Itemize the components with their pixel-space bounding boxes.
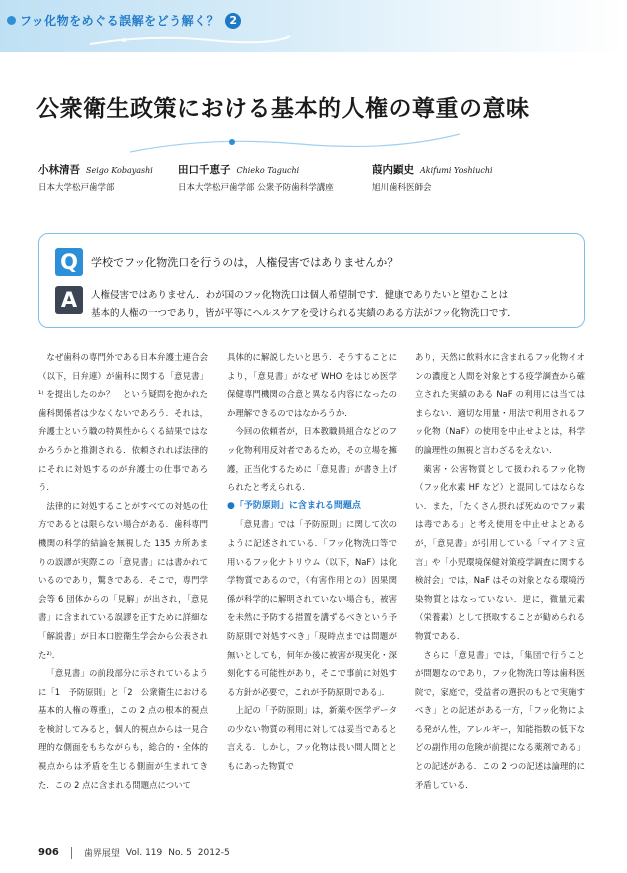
footer-divider [71, 847, 72, 859]
section-heading: ●「予防原則」に含まれる問題点 [227, 500, 361, 511]
author-name: 田口千恵子 [178, 164, 231, 176]
article-title: 公衆衛生政策における基本的人権の尊重の意味 [36, 96, 530, 122]
bullet-icon [7, 16, 16, 25]
paragraph: なぜ歯科の専門外である日本弁護士連合会（以下，日弁連）が歯科に関する「意見書」¹⁾ を提出したのか？ という疑問を抱かれた歯科関係者は少なくないであろう．それは，弁護士という職の特異性からくる結果ではなかろうかと推測される．依頼されれば法律的にそれに対処するのが弁護士の仕事であろう． [38, 352, 208, 493]
author-romaji: Chieko Taguchi [236, 166, 300, 175]
answer-line-1: 人権侵害ではありません．わが国のフッ化物洗口は個人希望制です．健康でありたいと望むことは [91, 290, 509, 301]
author-affiliation: 旭川歯科医師会 [372, 183, 432, 193]
series-header [0, 0, 627, 52]
paragraph: 法律的に対処することがすべての対処の仕方であるとは限らない場合がある．歯科専門機関の科学的結論を無視した 135 カ所あまりの誤謬が実際この「意見書」には書かれているのであり，驚きである．そこで，専門学会等 6 団体からの「見解」が出され，「意見書」に含まれている誤謬を正すために詳細な「解説書」が日本口腔衛生学会から公表された²⁾． [38, 500, 208, 660]
page-number: 906 [38, 847, 59, 858]
paragraph: 「意見書」の前段部分に示されているように「1 予防原則」と「2 公衆衛生における基本的人権の尊重」，この 2 点の根本的視点を検討してみると，個人的視点からは一見合理的な側面をもちながらも，総合的・全体的視点からは矛盾を生じる側面が生まれてきた．この 2 点に含まれる問題点について [38, 668, 208, 790]
journal-name: 歯界展望 [83, 849, 120, 859]
title-swoosh-decoration [130, 132, 460, 158]
paragraph: あり，天然に飲料水に含まれるフッ化物イオンの濃度と人間を対象とする疫学調査から確立された実績のある NaF の利用には当てはまらない．適切な用量・用法で利用されるフッ化物（NaF）の使用を中止せよとは，科学的論理性の無視と言わざるをえない． [415, 352, 585, 455]
series-label [7, 12, 241, 29]
author-romaji: Akifumi Yoshiuchi [420, 166, 493, 175]
paragraph: 「意見書」では「予防原則」に関して次のように記述されている．「フッ化物洗口等で用いるフッ化ナトリウム（以下，NaF）は化学物質であるので，（有害作用との）因果関係が科学的に解明されていない場合も，被害を未然に予防する措置を講ずるべきという予防原則で対処すべき」「現時点までは問題が無いとしても，何年か後に被害が現実化・深刻化する可能性があり，そこで事前に対処する方針が必要で，これが予防原則である」． [227, 519, 397, 697]
paragraph: 具体的に解説したいと思う．そうすることにより，「意見書」がなぜ WHO をはじめ医学保健専門機関の合意と異なる内容になったのか理解できるのではなかろうか． [227, 352, 397, 418]
body-column-3 [415, 348, 585, 794]
body-column-2 [227, 348, 397, 776]
body-column-1 [38, 348, 208, 794]
page-footer [38, 846, 236, 859]
journal-issue: No. 5 [168, 847, 192, 858]
swoosh-decoration [90, 30, 290, 50]
paragraph: さらに「意見書」では，「集団で行うことが問題なのであり，フッ化物洗口等は歯科医院で，家庭で，受益者の選択のもとで実施すべき」との記述がある一方，「フッ化物による発がん性，アレルギー，知能指数の低下などの副作用の危険が前提になる薬剤である」との記述がある．この 2 つの記述は論理的に矛盾している． [415, 649, 585, 790]
paragraph: 薬害・公害物質として扱われるフッ化物（フッ化水素 HF など）と混同してはならない．また，「たくさん摂れば死ぬのでフッ素は毒である」と考え使用を中止せよとあるが，「意見書」が引用している「マイアミ宣言」や「小児環境保健対策疫学調査に関する検討会」では，NaF はその対象となる環境汚染物質とはなっていない．逆に，微量元素（栄養素）として摂取することが勧められる物質である． [415, 463, 585, 641]
answer-line-2: 基本的人権の一つであり，皆が平等にヘルスケアを受けられる実績のある方法がフッ化物洗口です． [91, 308, 517, 319]
paragraph: 今回の依頼者が，日本教職員組合などのフッ化物利用反対者であるため，その立場を擁護，正当化するために「意見書」が書き上げられたと考えられる． [227, 426, 397, 493]
author-2 [178, 162, 334, 193]
series-number-badge: 2 [225, 13, 241, 29]
journal-volume: Vol. 119 [125, 847, 163, 858]
qa-box [38, 233, 585, 328]
answer-text [91, 287, 517, 323]
author-affiliation: 日本大学松戸歯学部 公衆予防歯科学講座 [178, 183, 334, 193]
a-icon: A [55, 286, 83, 314]
author-name: 小林清吾 [38, 164, 80, 176]
author-3 [372, 162, 493, 193]
journal-date: 2012-5 [197, 847, 230, 858]
author-affiliation: 日本大学松戸歯学部 [38, 183, 115, 193]
author-1 [38, 162, 153, 193]
series-title: フッ化物をめぐる誤解をどう解く？ [20, 14, 220, 28]
author-romaji: Seigo Kobayashi [86, 166, 153, 175]
author-name: 葭内顕史 [372, 164, 414, 176]
paragraph: 上記の「予防原則」は，新薬や医学データの少ない物質の利用に対しては妥当であると言える．しかし，フッ化物は長い間人間とともにあった物質で [227, 705, 397, 772]
question-text: 学校でフッ化物洗口を行うのは，人権侵害ではありませんか？ [91, 256, 399, 269]
q-icon: Q [55, 248, 83, 276]
